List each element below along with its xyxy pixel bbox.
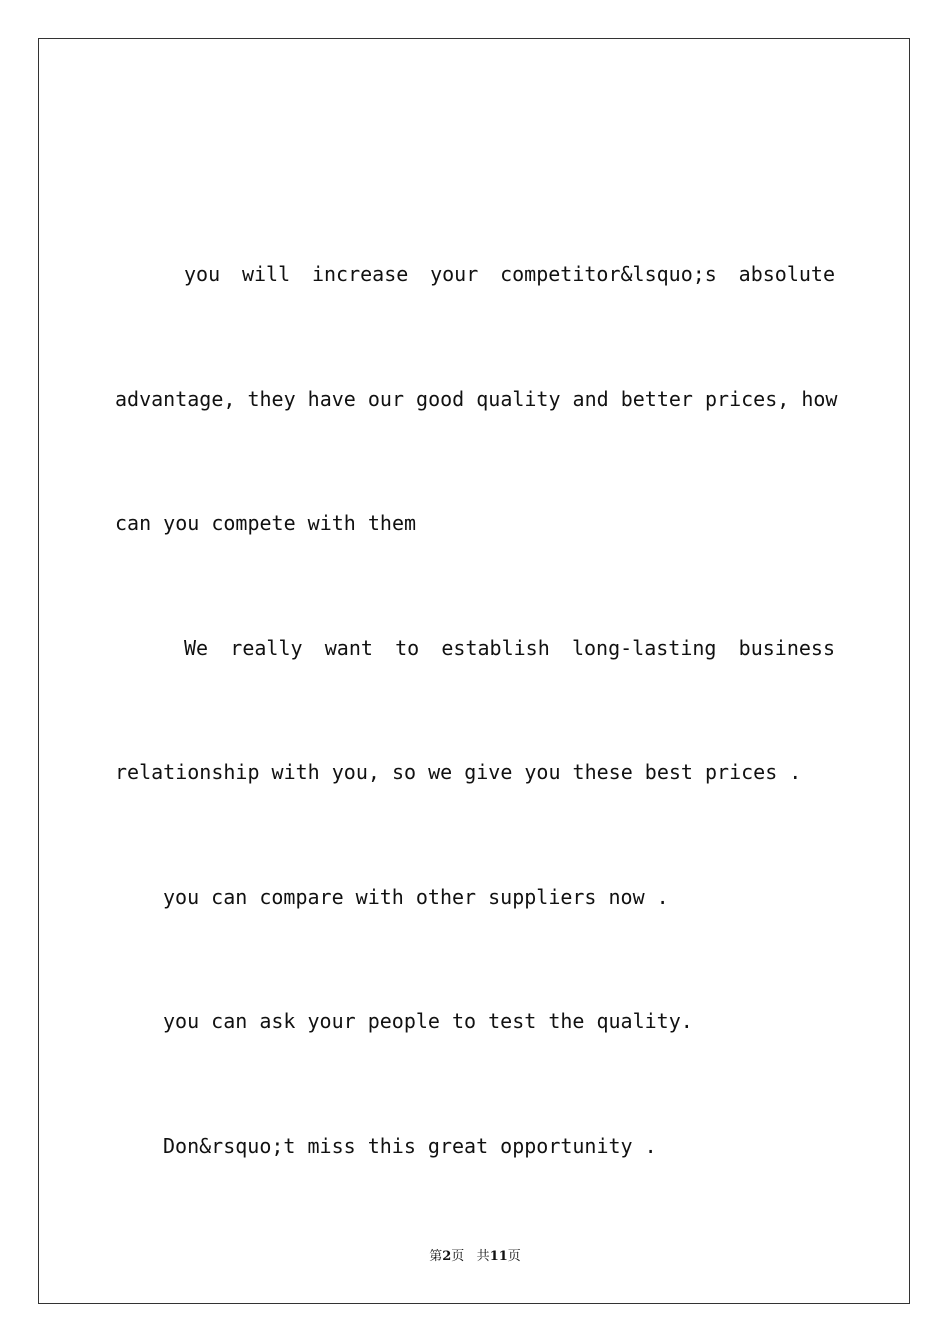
paragraph-1-line-2: advantage, they have our good quality and better prices, how bbox=[115, 387, 838, 411]
paragraph-4: you can ask your people to test the quality. bbox=[163, 1009, 693, 1033]
footer-prefix: 第 bbox=[429, 1249, 443, 1264]
page-footer bbox=[0, 1248, 950, 1266]
paragraph-3: you can compare with other suppliers now . bbox=[163, 885, 669, 909]
paragraph-1-line-3: can you compete with them bbox=[115, 511, 417, 535]
paragraph-1-line-1: you will increase your competitor&lsquo;s absolute bbox=[184, 262, 835, 286]
footer-total-pages: 11 bbox=[489, 1249, 508, 1264]
paragraph-2-line-2: relationship with you, so we give you these best prices . bbox=[115, 760, 802, 784]
footer-total-prefix: 共 bbox=[476, 1249, 490, 1264]
paragraph-2-line-1: We really want to establish long-lasting business bbox=[184, 636, 835, 660]
footer-current-page: 2 bbox=[442, 1249, 452, 1264]
footer-total-label: 页 bbox=[507, 1249, 521, 1264]
paragraph-5: Don&rsquo;t miss this great opportunity . bbox=[163, 1134, 657, 1158]
footer-page-label: 页 bbox=[451, 1249, 465, 1264]
page-border bbox=[38, 38, 910, 1304]
